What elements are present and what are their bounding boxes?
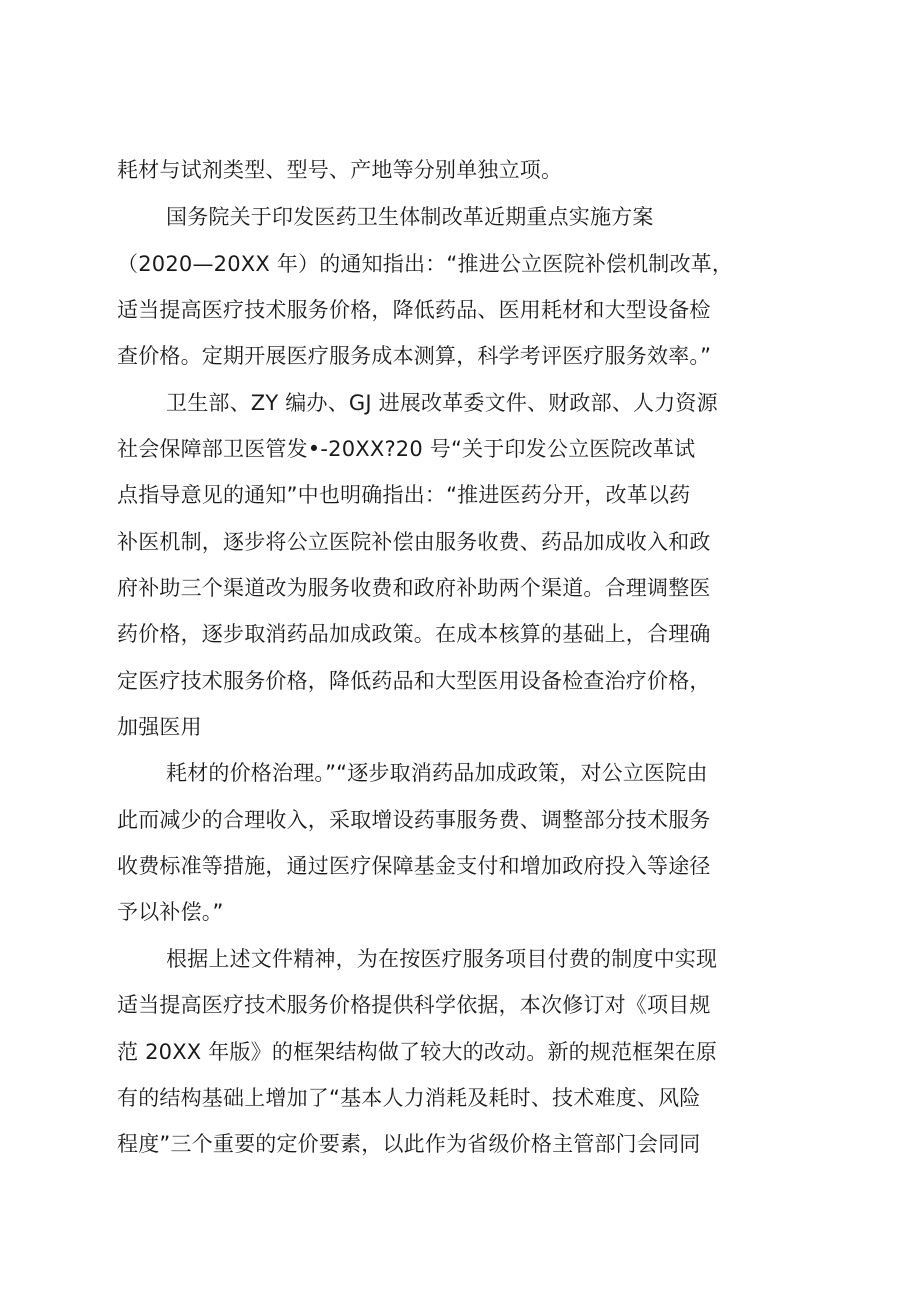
text-line: 此而减少的合理收入，采取增设药事服务费、调整部分技术服务 (117, 808, 711, 832)
paragraph-start-line: 卫生部、ZY 编办、GJ 进展改革委文件、财政部、人力资源 (166, 391, 718, 415)
text-line: 查价格。定期开展医疗服务成本测算，科学考评医疗服务效率。” (117, 344, 712, 368)
text-line: 范 20XX 年版》的框架结构做了较大的改动。新的规范框架在原 (117, 1040, 718, 1064)
paragraph-start-line: 国务院关于印发医药卫生体制改革近期重点实施方案 (166, 205, 654, 229)
text-line: （2020—20XX 年）的通知指出：“推进公立医院补偿机制改革， (117, 252, 734, 276)
paragraph-start-line: 耗材的价格治理。”“逐步取消药品加成政策，对公立医院由 (166, 761, 708, 785)
text-line: 予以补偿。” (117, 900, 224, 924)
text-line: 社会保障部卫医管发•-20XX?20 号“关于印发公立医院改革试 (117, 437, 696, 461)
text-line: 耗材与试剂类型、型号、产地等分别单独立项。 (117, 158, 563, 182)
paragraph-start-line: 根据上述文件精神，为在按医疗服务项目付费的制度中实现 (166, 947, 718, 971)
text-line: 府补助三个渠道改为服务收费和政府补助两个渠道。合理调整医 (117, 576, 711, 600)
text-line: 程度”三个重要的定价要素，以此作为省级价格主管部门会同同 (117, 1132, 701, 1156)
text-line: 有的结构基础上增加了“基本人力消耗及耗时、技术难度、风险 (117, 1086, 701, 1110)
text-line: 适当提高医疗技术服务价格，降低药品、医用耗材和大型设备检 (117, 298, 711, 322)
text-line: 药价格，逐步取消药品加成政策。在成本核算的基础上，合理确 (117, 622, 711, 646)
text-line: 补医机制，逐步将公立医院补偿由服务收费、药品加成收入和政 (117, 530, 711, 554)
text-line: 收费标准等措施，通过医疗保障基金支付和增加政府投入等途径 (117, 854, 711, 878)
text-line: 加强医用 (117, 715, 202, 739)
text-line: 定医疗技术服务价格，降低药品和大型医用设备检查治疗价格， (117, 669, 711, 693)
text-line: 适当提高医疗技术服务价格提供科学依据，本次修订对《项目规 (117, 993, 711, 1017)
text-line: 点指导意见的通知”中也明确指出：“推进医药分开，改革以药 (117, 483, 691, 507)
